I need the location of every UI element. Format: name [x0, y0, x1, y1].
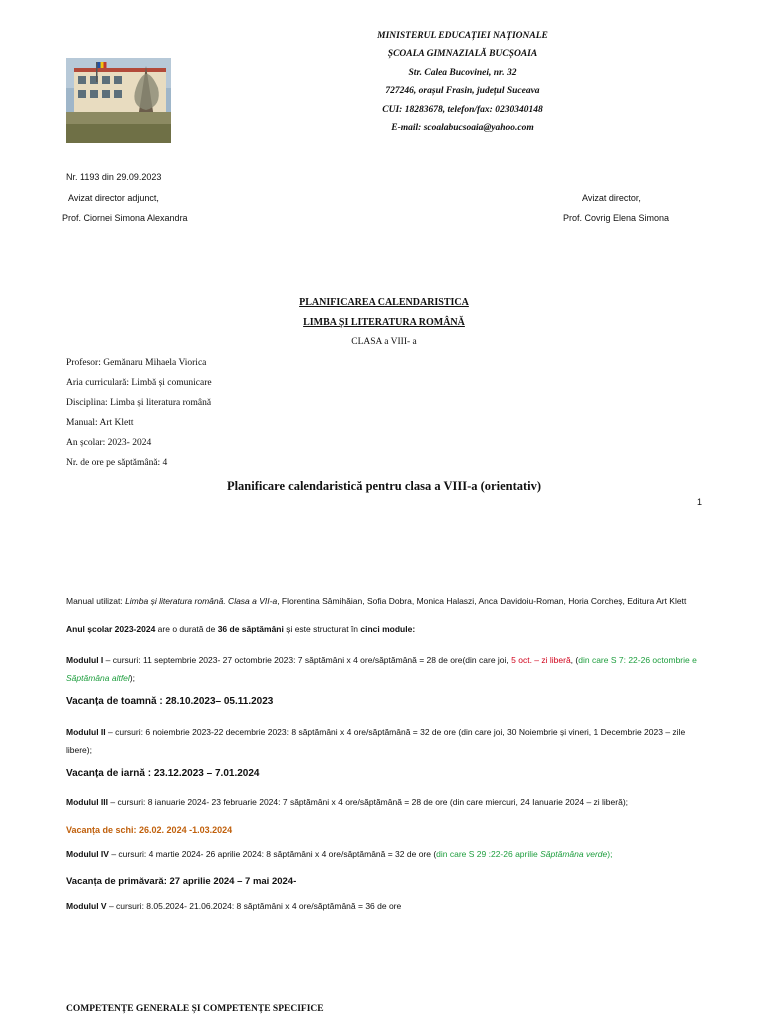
ministry-name: MINISTERUL EDUCAȚIEI NAȚIONALE — [377, 31, 548, 41]
module-1-paragraph — [66, 651, 706, 687]
school-cui-phone: CUI: 18283678, telefon/fax: 0230340148 — [382, 105, 543, 115]
module-4-green: din care S 29 :22-26 aprilie — [436, 849, 541, 859]
page-number: 1 — [697, 497, 703, 507]
module-1-sep: , ( — [570, 655, 579, 665]
module-2-label: Modulul II — [66, 727, 106, 737]
school-city: 727246, orașul Frasin, județul Suceava — [385, 86, 540, 96]
director-approval-name: Prof. Covrig Elena Simona — [563, 213, 670, 223]
winter-vacation: Vacanța de iarnă : 23.12.2023 – 7.01.2024 — [66, 768, 260, 779]
subject-title: LIMBA ȘI LITERATURA ROMÂNĂ — [303, 317, 465, 328]
ski-vacation: Vacanța de schi: 26.02. 2024 -1.03.2024 — [66, 825, 233, 835]
class-title: CLASA a VIII- a — [351, 337, 417, 347]
module-1-green-italic: Săptămâna altfel — [66, 673, 130, 683]
year-text-2: și este structurat în — [283, 624, 361, 634]
info-curricular-area: Aria curriculară: Limbă și comunicare — [66, 378, 212, 388]
manual-title: Limba și literatura română. Clasa a VII-a — [125, 596, 278, 606]
document-title: PLANIFICAREA CALENDARISTICA — [299, 297, 469, 308]
module-5-label: Modulul V — [66, 901, 107, 911]
competences-heading: COMPETENȚE GENERALE ȘI COMPETENȚE SPECIFICE — [66, 1004, 324, 1014]
year-text-1: are o durată de — [155, 624, 218, 634]
module-3-paragraph — [66, 796, 706, 809]
module-4-label: Modulul IV — [66, 849, 109, 859]
manual-prefix: Manual utilizat: — [66, 596, 126, 606]
info-school-year: An școlar: 2023- 2024 — [66, 438, 152, 448]
school-email: E-mail: scoalabucsoaia@yahoo.com — [391, 123, 534, 133]
module-2-text: – cursuri: 6 noiembrie 2023-22 decembrie 2023: 8 săptămâni x 4 ore/săptămână = 32 de ore (din care joi, 30 Noiembrie și vineri, 1 Decembrie 2023 – zile libere); — [66, 727, 686, 755]
autumn-vacation: Vacanța de toamnă : 28.10.2023– 05.11.2023 — [66, 696, 274, 707]
info-hours-per-week: Nr. de ore pe săptămână: 4 — [66, 458, 168, 468]
module-4-green-italic: Săptămâna verde — [540, 849, 608, 859]
school-name: ȘCOALA GIMNAZIALĂ BUCȘOAIA — [387, 49, 538, 59]
registration-number: Nr. 1193 din 29.09.2023 — [66, 172, 162, 182]
module-1-label: Modulul I — [66, 655, 104, 665]
director-approval-label: Avizat director, — [582, 193, 641, 203]
school-building-photo — [66, 58, 171, 143]
module-1-end: ); — [129, 673, 135, 683]
info-textbook: Manual: Art Klett — [66, 418, 134, 428]
deputy-approval-label: Avizat director adjunct, — [68, 193, 159, 203]
module-5-paragraph — [66, 900, 706, 913]
year-weeks: 36 de săptămâni — [217, 624, 284, 634]
plan-title: Planificare calendaristică pentru clasa a VIII-a (orientativ) — [226, 479, 542, 493]
school-street: Str. Calea Bucovinei, nr. 32 — [408, 68, 517, 78]
module-2-paragraph — [66, 723, 706, 759]
school-year-paragraph — [66, 623, 706, 636]
module-4-paragraph — [66, 848, 706, 861]
module-1-holiday: 5 oct. – zi liberă — [511, 655, 571, 665]
module-4-text: – cursuri: 4 martie 2024- 26 aprilie 2024: 8 săptămâni x 4 ore/săptămână = 32 de ore ( — [108, 849, 437, 859]
year-modules: cinci module: — [360, 624, 416, 634]
module-5-text: – cursuri: 8.05.2024- 21.06.2024: 8 săptămâni x 4 ore/săptămână = 36 de ore — [106, 901, 402, 911]
manual-authors: , Florentina Sâmihăian, Sofia Dobra, Monica Halaszi, Anca Davidoiu-Roman, Horia Corcheș, Editura Art Klett — [277, 596, 687, 606]
info-discipline: Disciplina: Limba și literatura română — [66, 398, 212, 408]
spring-vacation: Vacanța de primăvară: 27 aprilie 2024 – 7 mai 2024- — [66, 876, 297, 887]
module-4-end: ); — [607, 849, 613, 859]
module-3-text: – cursuri: 8 ianuarie 2024- 23 februarie 2024: 7 săptămâni x 4 ore/săptămână = 28 de ore (din care miercuri, 24 Ianuarie 2024 – zi liberă); — [108, 797, 629, 807]
module-1-text: – cursuri: 11 septembrie 2023- 27 octombrie 2023: 7 săptămâni x 4 ore/săptămână = 28 de ore(din care joi, — [103, 655, 512, 665]
manual-paragraph — [66, 595, 706, 608]
year-label: Anul școlar 2023-2024 — [66, 624, 156, 634]
info-teacher: Profesor: Gemănaru Mihaela Viorica — [66, 358, 207, 368]
module-1-green: din care S 7: 22-26 octombrie e — [578, 655, 697, 665]
deputy-approval-name: Prof. Ciornei Simona Alexandra — [62, 213, 188, 223]
module-3-label: Modulul III — [66, 797, 109, 807]
